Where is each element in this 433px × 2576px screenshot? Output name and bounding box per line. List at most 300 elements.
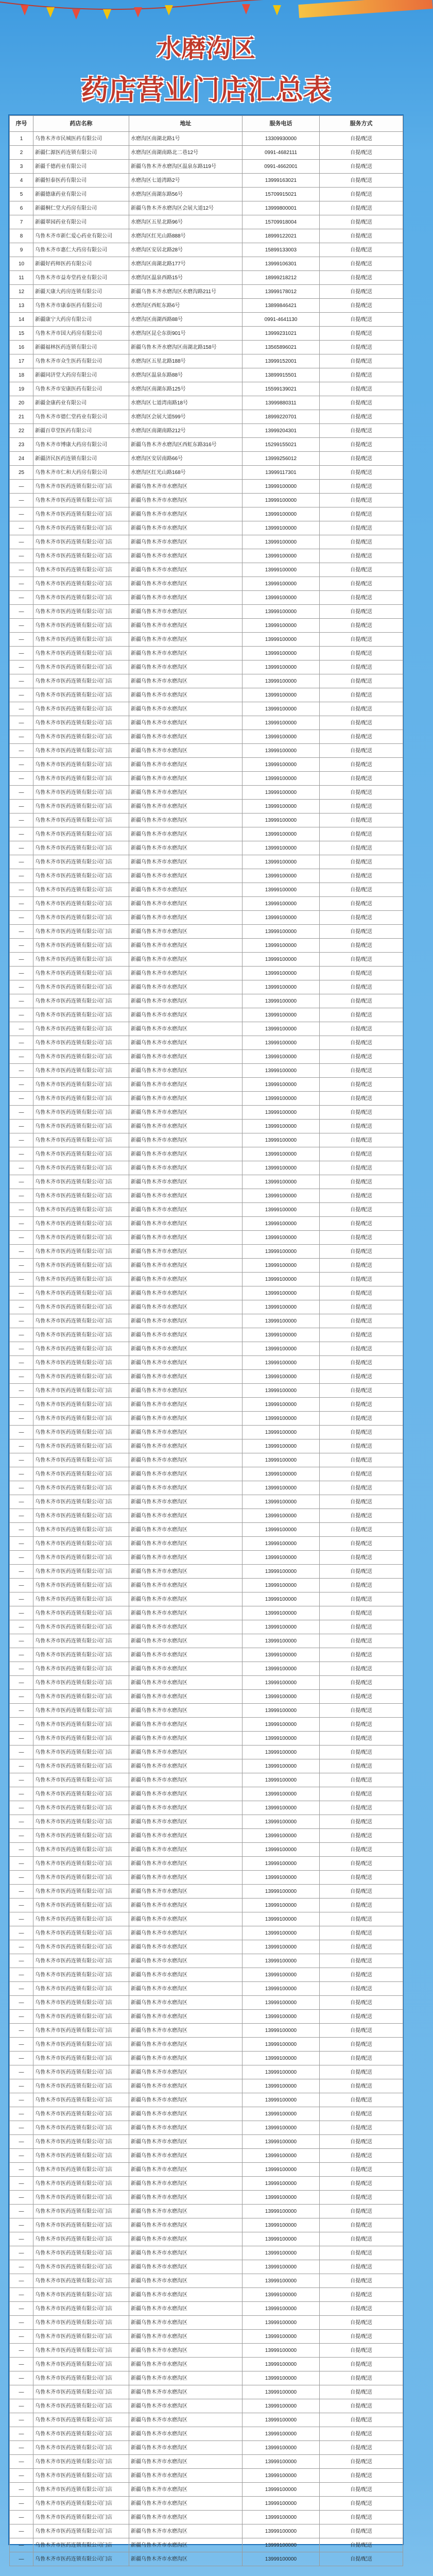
cell-address: 新疆乌鲁木齐市水磨沟区 [129,577,243,591]
cell-name: 乌鲁木齐市医药连锁有限公司门店 [33,2065,129,2079]
cell-phone: 13309930000 [243,132,320,146]
table-row [10,2246,403,2260]
cell-service: 自提/配送 [320,1537,403,1551]
cell-service: 自提/配送 [320,1871,403,1885]
cell-name: 乌鲁木齐市医药连锁有限公司门店 [33,2427,129,2441]
cell-address: 新疆乌鲁木齐市水磨沟区 [129,1064,243,1078]
column-header-index: 序号 [10,116,33,132]
cell-name: 乌鲁木齐市医药连锁有限公司门店 [33,2052,129,2065]
cell-service: 自提/配送 [320,841,403,855]
cell-service: 自提/配送 [320,2121,403,2135]
cell-phone: 13999100000 [243,2330,320,2344]
cell-phone: 18999220701 [243,410,320,424]
cell-phone: 13999100000 [243,591,320,605]
cell-name: 乌鲁木齐市医药连锁有限公司门店 [33,2441,129,2455]
cell-phone: 15709915021 [243,188,320,201]
cell-service: 自提/配送 [320,480,403,494]
cell-name: 乌鲁木齐市医药连锁有限公司门店 [33,2218,129,2232]
cell-index: — [10,2149,33,2163]
cell-phone: 13999100000 [243,521,320,535]
table-row [10,1662,403,1676]
cell-name: 乌鲁木齐市医药连锁有限公司门店 [33,2232,129,2246]
cell-name: 乌鲁木齐市医药连锁有限公司门店 [33,814,129,827]
table-row [10,229,403,243]
cell-phone: 13999100000 [243,869,320,883]
table-row [10,368,403,382]
table-row [10,1899,403,1912]
cell-index: — [10,1509,33,1523]
cell-phone: 13999100000 [243,1857,320,1871]
cell-name: 乌鲁木齐市医药连锁有限公司门店 [33,1064,129,1078]
table-row [10,605,403,619]
cell-name: 乌鲁木齐市医药连锁有限公司门店 [33,2163,129,2177]
cell-service: 自提/配送 [320,368,403,382]
cell-service: 自提/配送 [320,1245,403,1259]
cell-service: 自提/配送 [320,1954,403,1968]
cell-index: 18 [10,368,33,382]
cell-phone: 13999100000 [243,2399,320,2413]
cell-service: 自提/配送 [320,2385,403,2399]
cell-index: — [10,2274,33,2288]
cell-address: 新疆乌鲁木齐市水磨沟区 [129,1189,243,1203]
cell-service: 自提/配送 [320,2205,403,2218]
cell-name: 乌鲁木齐市新仁爱心药业有限公司 [33,229,129,243]
table-row [10,1050,403,1064]
cell-phone: 15299155021 [243,438,320,452]
cell-address: 新疆乌鲁木齐市水磨沟区 [129,2288,243,2302]
cell-address: 新疆乌鲁木齐市水磨沟区 [129,1704,243,1718]
cell-name: 乌鲁木齐市医药连锁有限公司门店 [33,1899,129,1912]
cell-address: 新疆乌鲁木齐市水磨沟区 [129,619,243,633]
cell-address: 新疆乌鲁木齐市水磨沟区 [129,1426,243,1439]
cell-name: 乌鲁木齐市医药连锁有限公司门店 [33,2399,129,2413]
cell-address: 新疆乌鲁木齐市水磨沟区 [129,2469,243,2483]
cell-service: 自提/配送 [320,1467,403,1481]
cell-phone: 13999100000 [243,1398,320,1412]
cell-service: 自提/配送 [320,1704,403,1718]
cell-name: 乌鲁木齐市医药连锁有限公司门店 [33,2316,129,2330]
cell-address: 新疆乌鲁木齐市水磨沟区 [129,1370,243,1384]
cell-service: 自提/配送 [320,2344,403,2358]
cell-phone: 13999100000 [243,1982,320,1996]
cell-address: 新疆乌鲁木齐市水磨沟区 [129,1328,243,1342]
cell-index: — [10,1912,33,1926]
cell-service: 自提/配送 [320,201,403,215]
cell-phone: 13999100000 [243,1565,320,1579]
cell-phone: 13999100000 [243,1690,320,1704]
cell-name: 新疆仁源医药连锁有限公司 [33,146,129,160]
table-row [10,299,403,313]
table-row [10,2107,403,2121]
cell-address: 新疆乌鲁木齐水磨沟区温泉东路119号 [129,160,243,174]
table-row [10,2302,403,2316]
cell-service: 自提/配送 [320,1662,403,1676]
cell-index: — [10,1147,33,1161]
cell-index: — [10,1954,33,1968]
cell-phone: 13999100000 [243,1120,320,1133]
cell-address: 新疆乌鲁木齐市水磨沟区 [129,2121,243,2135]
cell-address: 新疆乌鲁木齐市水磨沟区 [129,1106,243,1120]
cell-phone: 13999100000 [243,1968,320,1982]
cell-index: — [10,1106,33,1120]
cell-name: 乌鲁木齐市医药连锁有限公司门店 [33,521,129,535]
cell-phone: 13999100000 [243,549,320,563]
cell-service: 自提/配送 [320,702,403,716]
cell-name: 乌鲁木齐市安康医药有限公司 [33,382,129,396]
cell-phone: 13999100000 [243,1912,320,1926]
cell-index: — [10,1857,33,1871]
cell-name: 乌鲁木齐市医药连锁有限公司门店 [33,2135,129,2149]
cell-index: — [10,688,33,702]
cell-phone: 13999100000 [243,1328,320,1342]
cell-address: 新疆乌鲁木齐市水磨沟区 [129,1342,243,1356]
cell-service: 自提/配送 [320,827,403,841]
cell-phone: 13999100000 [243,494,320,507]
cell-name: 乌鲁木齐市医药连锁有限公司门店 [33,716,129,730]
table-row [10,201,403,215]
cell-name: 乌鲁木齐市医药连锁有限公司门店 [33,1050,129,1064]
cell-service: 自提/配送 [320,2065,403,2079]
cell-index: 22 [10,424,33,438]
table-row [10,1328,403,1342]
cell-phone: 13999178012 [243,285,320,299]
cell-name: 乌鲁木齐市医药连锁有限公司门店 [33,1481,129,1495]
cell-index: — [10,2330,33,2344]
cell-address: 新疆乌鲁木齐市水磨沟区 [129,2232,243,2246]
cell-phone: 13999100000 [243,1259,320,1273]
cell-index: — [10,1286,33,1300]
table-row [10,146,403,160]
cell-phone: 13999100000 [243,1314,320,1328]
cell-address: 新疆乌鲁木齐市水磨沟区 [129,1481,243,1495]
cell-address: 新疆乌鲁木齐市水磨沟区 [129,925,243,939]
cell-service: 自提/配送 [320,2455,403,2469]
cell-phone: 13999100000 [243,2135,320,2149]
cell-address: 水磨沟区红光山路168号 [129,466,243,480]
cell-index: — [10,1203,33,1217]
cell-phone: 13999100000 [243,2288,320,2302]
cell-address: 新疆乌鲁木齐市水磨沟区 [129,911,243,925]
cell-service: 自提/配送 [320,327,403,341]
cell-name: 乌鲁木齐市医药连锁有限公司门店 [33,1843,129,1857]
cell-index: — [10,1592,33,1606]
table-row [10,563,403,577]
cell-phone: 13999100000 [243,2538,320,2552]
cell-index: — [10,702,33,716]
cell-phone: 13999100000 [243,1106,320,1120]
table-row [10,1175,403,1189]
cell-phone: 13999100000 [243,1217,320,1231]
cell-address: 新疆乌鲁木齐市水磨沟区 [129,1147,243,1161]
cell-index: — [10,1829,33,1843]
cell-name: 乌鲁木齐市医药连锁有限公司门店 [33,1078,129,1092]
cell-service: 自提/配送 [320,1453,403,1467]
cell-index: — [10,2010,33,2024]
cell-service: 自提/配送 [320,299,403,313]
cell-index: — [10,730,33,744]
cell-address: 新疆乌鲁木齐市水磨沟区 [129,814,243,827]
cell-phone: 13999100000 [243,800,320,814]
cell-phone: 13999100000 [243,647,320,660]
cell-name: 乌鲁木齐市医药连锁有限公司门店 [33,1912,129,1926]
cell-address: 水磨沟区安居北路28号 [129,243,243,257]
cell-address: 新疆乌鲁木齐市水磨沟区 [129,967,243,980]
cell-index: — [10,2455,33,2469]
table-row [10,1579,403,1592]
cell-index: — [10,1606,33,1620]
cell-phone: 13999100000 [243,1704,320,1718]
cell-phone: 13999100000 [243,2177,320,2191]
cell-address: 水磨沟区七道湾路2号 [129,174,243,188]
cell-phone: 13999100000 [243,1022,320,1036]
cell-service: 自提/配送 [320,1439,403,1453]
cell-index: — [10,563,33,577]
cell-name: 乌鲁木齐市医药连锁有限公司门店 [33,563,129,577]
cell-name: 乌鲁木齐市医药连锁有限公司门店 [33,1495,129,1509]
cell-index: — [10,1885,33,1899]
cell-address: 新疆乌鲁木齐市水磨沟区 [129,1801,243,1815]
cell-phone: 13999100000 [243,2427,320,2441]
cell-service: 自提/配送 [320,466,403,480]
cell-service: 自提/配送 [320,494,403,507]
cell-index: — [10,577,33,591]
cell-name: 乌鲁木齐市医药连锁有限公司门店 [33,1245,129,1259]
cell-address: 新疆乌鲁木齐市水磨沟区 [129,1203,243,1217]
column-header-service: 服务方式 [320,116,403,132]
cell-index: — [10,1328,33,1342]
cell-address: 新疆乌鲁木齐市水磨沟区 [129,2399,243,2413]
cell-index: — [10,521,33,535]
cell-address: 新疆乌鲁木齐市水磨沟区 [129,1384,243,1398]
table-row [10,452,403,466]
cell-service: 自提/配送 [320,869,403,883]
cell-phone: 13999100000 [243,1036,320,1050]
cell-service: 自提/配送 [320,925,403,939]
cell-phone: 13999100000 [243,1899,320,1912]
cell-service: 自提/配送 [320,1398,403,1412]
cell-phone: 13999100000 [243,1092,320,1106]
cell-service: 自提/配送 [320,1718,403,1732]
cell-name: 乌鲁木齐市医药连锁有限公司门店 [33,1300,129,1314]
cell-address: 新疆乌鲁木齐市水磨沟区 [129,1579,243,1592]
cell-index: — [10,2205,33,2218]
table-row [10,2497,403,2511]
cell-address: 新疆乌鲁木齐市水磨沟区 [129,494,243,507]
cell-index: — [10,1384,33,1398]
cell-phone: 13999100000 [243,577,320,591]
cell-name: 乌鲁木齐市医药连锁有限公司门店 [33,1537,129,1551]
cell-phone: 13999100000 [243,716,320,730]
cell-index: 9 [10,243,33,257]
cell-phone: 13999100000 [243,1634,320,1648]
cell-address: 新疆乌鲁木齐市水磨沟区 [129,2441,243,2455]
table-row [10,1509,403,1523]
cell-index: — [10,2358,33,2371]
cell-name: 乌鲁木齐市医药连锁有限公司门店 [33,633,129,647]
table-row [10,132,403,146]
cell-name: 乌鲁木齐市医药连锁有限公司门店 [33,2483,129,2497]
cell-index: — [10,2121,33,2135]
cell-phone: 13999100000 [243,1620,320,1634]
cell-address: 新疆乌鲁木齐市水磨沟区 [129,1245,243,1259]
cell-service: 自提/配送 [320,1036,403,1050]
cell-phone: 13999100000 [243,1579,320,1592]
cell-name: 乌鲁木齐市医药连锁有限公司门店 [33,2511,129,2524]
cell-service: 自提/配送 [320,521,403,535]
cell-index: — [10,1773,33,1787]
cell-address: 新疆乌鲁木齐市水磨沟区 [129,786,243,800]
cell-name: 乌鲁木齐市医药连锁有限公司门店 [33,1787,129,1801]
cell-name: 乌鲁木齐市医药连锁有限公司门店 [33,1523,129,1537]
cell-service: 自提/配送 [320,1286,403,1300]
cell-address: 新疆乌鲁木齐市水磨沟区 [129,2511,243,2524]
cell-phone: 13999100000 [243,1592,320,1606]
table-row [10,1912,403,1926]
cell-address: 新疆乌鲁木齐市水磨沟区 [129,633,243,647]
cell-phone: 13999100000 [243,2302,320,2316]
cell-address: 水磨沟区南湖南路212号 [129,424,243,438]
cell-phone: 13999100000 [243,1718,320,1732]
cell-name: 乌鲁木齐市医药连锁有限公司门店 [33,1120,129,1133]
cell-service: 自提/配送 [320,1008,403,1022]
cell-name: 乌鲁木齐市医药连锁有限公司门店 [33,1008,129,1022]
table-row [10,2511,403,2524]
cell-address: 新疆乌鲁木齐市水磨沟区 [129,1690,243,1704]
cell-index: — [10,2497,33,2511]
cell-address: 新疆乌鲁木齐市水磨沟区 [129,660,243,674]
table-row [10,1022,403,1036]
table-row [10,1690,403,1704]
cell-phone: 13999100000 [243,2246,320,2260]
cell-index: — [10,1370,33,1384]
table-row [10,1300,403,1314]
cell-service: 自提/配送 [320,2413,403,2427]
table-row [10,396,403,410]
cell-service: 自提/配送 [320,1314,403,1328]
cell-address: 新疆乌鲁木齐市水磨沟区 [129,1078,243,1092]
cell-name: 乌鲁木齐市医药连锁有限公司门店 [33,2385,129,2399]
cell-phone: 13999100000 [243,1384,320,1398]
cell-service: 自提/配送 [320,1356,403,1370]
cell-phone: 13999100000 [243,1926,320,1940]
cell-service: 自提/配送 [320,1565,403,1579]
cell-service: 自提/配送 [320,2024,403,2038]
cell-address: 新疆乌鲁木齐市水磨沟区 [129,549,243,563]
cell-service: 自提/配送 [320,2274,403,2288]
cell-service: 自提/配送 [320,2010,403,2024]
cell-service: 自提/配送 [320,1161,403,1175]
cell-address: 新疆乌鲁木齐市水磨沟区 [129,1996,243,2010]
cell-index: — [10,855,33,869]
cell-index: — [10,2232,33,2246]
cell-address: 新疆乌鲁木齐市水磨沟区 [129,1286,243,1300]
cell-phone: 13999100000 [243,939,320,953]
cell-phone: 13999100000 [243,1008,320,1022]
table-row [10,466,403,480]
table-row [10,674,403,688]
table-row [10,1356,403,1370]
cell-address: 新疆乌鲁木齐水磨沟区南湖北路158号 [129,341,243,354]
cell-phone: 13999100000 [243,674,320,688]
cell-phone: 13999100000 [243,2497,320,2511]
table-row [10,758,403,772]
cell-index: 12 [10,285,33,299]
cell-phone: 13999100000 [243,2344,320,2358]
cell-service: 自提/配送 [320,744,403,758]
table-row [10,1342,403,1356]
cell-address: 新疆乌鲁木齐市水磨沟区 [129,2107,243,2121]
cell-address: 水磨沟区南湖南路北二巷12号 [129,146,243,160]
cell-name: 乌鲁木齐市医药连锁有限公司门店 [33,2469,129,2483]
cell-name: 乌鲁木齐市医药连锁有限公司门店 [33,1648,129,1662]
table-row [10,1843,403,1857]
table-row [10,1092,403,1106]
table-row [10,438,403,452]
cell-index: 3 [10,160,33,174]
cell-phone: 13999100000 [243,1481,320,1495]
cell-name: 乌鲁木齐市国大药房有限公司 [33,327,129,341]
cell-index: — [10,1579,33,1592]
table-row [10,271,403,285]
cell-index: — [10,716,33,730]
cell-service: 自提/配送 [320,535,403,549]
cell-service: 自提/配送 [320,1370,403,1384]
cell-index: — [10,2260,33,2274]
cell-address: 新疆乌鲁木齐市水磨沟区 [129,1523,243,1537]
cell-address: 新疆乌鲁木齐市水磨沟区 [129,1940,243,1954]
cell-address: 新疆乌鲁木齐市水磨沟区 [129,2524,243,2538]
cell-address: 新疆乌鲁木齐市水磨沟区 [129,1217,243,1231]
table-row [10,243,403,257]
cell-phone: 13999100000 [243,1787,320,1801]
cell-service: 自提/配送 [320,911,403,925]
cell-index: — [10,1899,33,1912]
cell-service: 自提/配送 [320,1968,403,1982]
cell-index: — [10,2385,33,2399]
cell-index: — [10,1718,33,1732]
cell-name: 乌鲁木齐市医药连锁有限公司门店 [33,1426,129,1439]
cell-address: 新疆乌鲁木齐市水磨沟区 [129,1954,243,1968]
cell-service: 自提/配送 [320,1231,403,1245]
cell-index: — [10,480,33,494]
cell-phone: 13999100000 [243,1509,320,1523]
table-row [10,1634,403,1648]
table-row [10,2205,403,2218]
cell-name: 乌鲁木齐市医药连锁有限公司门店 [33,1161,129,1175]
cell-index: 1 [10,132,33,146]
table-row [10,2135,403,2149]
cell-index: — [10,814,33,827]
table-row [10,730,403,744]
cell-index: — [10,2093,33,2107]
cell-index: 16 [10,341,33,354]
cell-name: 乌鲁木齐市医药连锁有限公司门店 [33,1801,129,1815]
cell-index: — [10,939,33,953]
cell-address: 水磨沟区南湖北路1号 [129,132,243,146]
cell-name: 乌鲁木齐市医药连锁有限公司门店 [33,1342,129,1356]
table-row [10,1676,403,1690]
cell-service: 自提/配送 [320,507,403,521]
cell-service: 自提/配送 [320,1829,403,1843]
cell-index: — [10,1634,33,1648]
cell-service: 自提/配送 [320,188,403,201]
table-row [10,2163,403,2177]
cell-service: 自提/配送 [320,758,403,772]
table-row [10,2052,403,2065]
cell-name: 乌鲁木齐市医药连锁有限公司门店 [33,1106,129,1120]
cell-index: — [10,535,33,549]
cell-address: 新疆乌鲁木齐市水磨沟区 [129,1273,243,1286]
